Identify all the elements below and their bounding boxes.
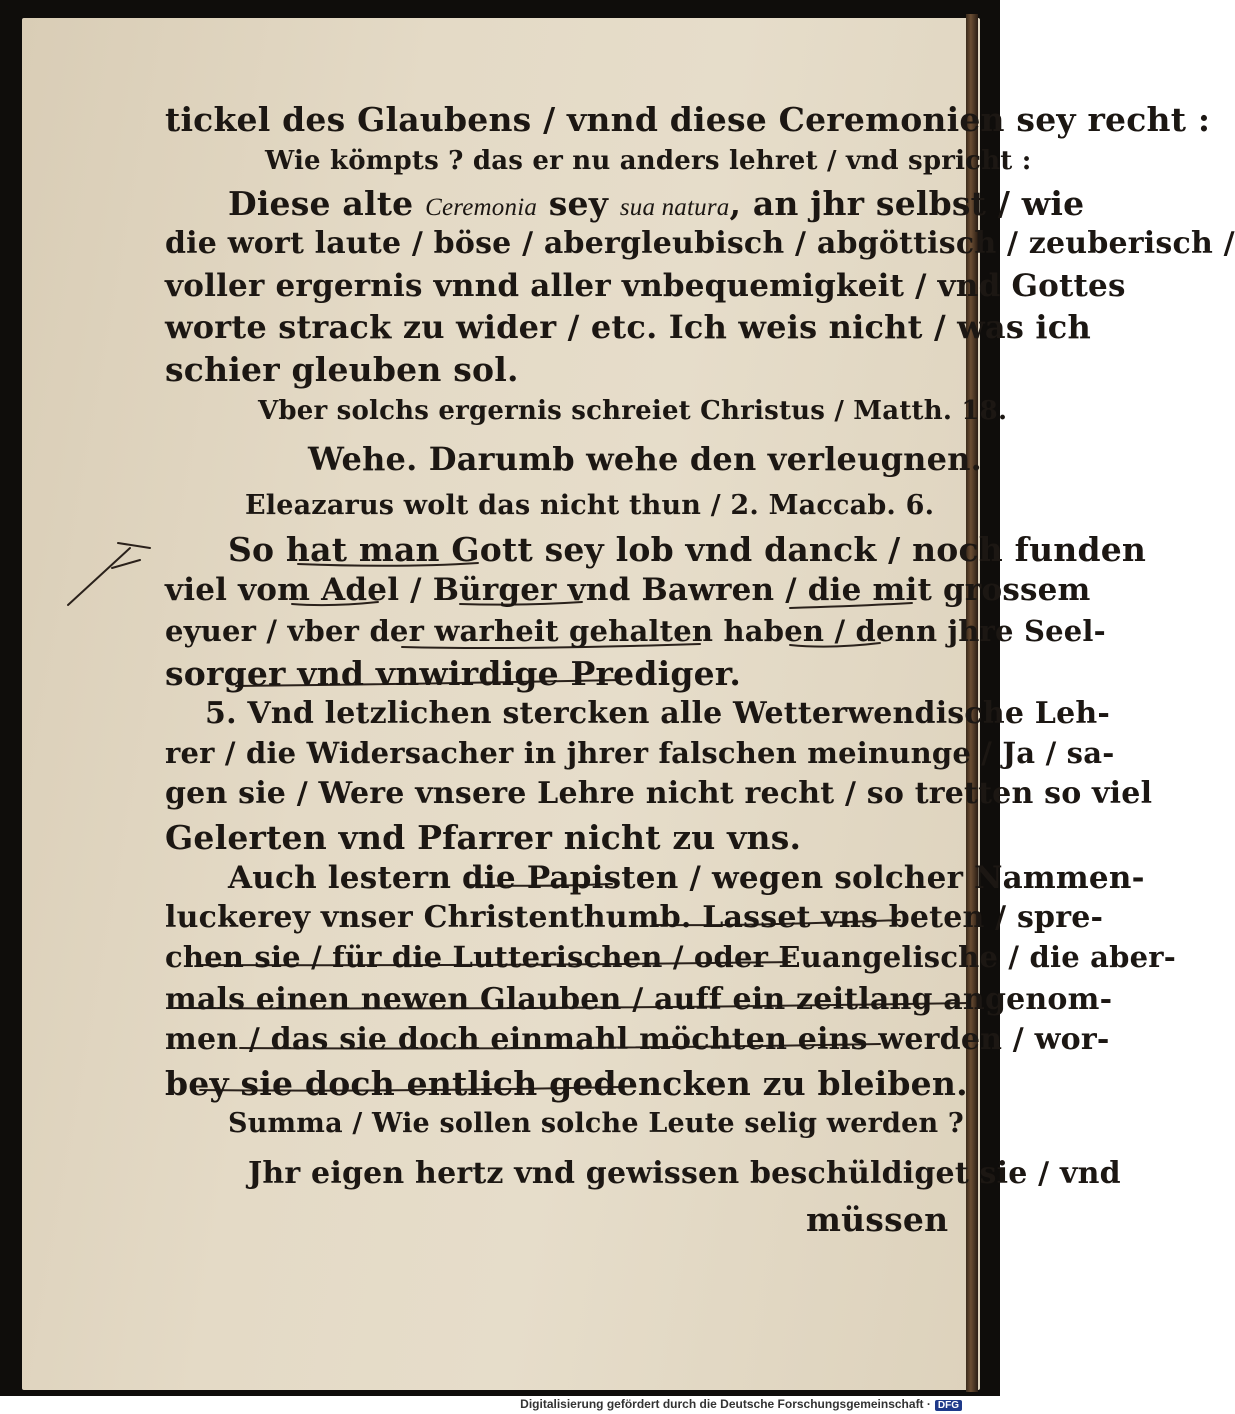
text-line-8: Vber solchs ergernis schreiet Christus / Matth. 18.	[258, 396, 1008, 426]
text-line-6: worte strack zu wider / etc. Ich weis nicht / was ich	[165, 308, 1091, 346]
margin-arrow-mark	[68, 543, 150, 605]
text-line-23: men / das sie doch einmahl möchten eins werden / wor-	[165, 1022, 1110, 1057]
text-line-4: die wort laute / böse / abergleubisch / abgöttisch / zeuberisch /	[165, 226, 1235, 261]
latin-word: Ceremonia	[425, 194, 538, 221]
text-line-14: sorger vnd vnwirdige Prediger.	[165, 654, 742, 693]
text-line-22: mals einen newen Glauben / auff ein zeitlang angenom-	[165, 982, 1113, 1017]
text-line-2: Wie kömpts ? das er nu anders lehret / vnd spricht :	[265, 146, 1032, 176]
text-span: sey	[548, 184, 609, 223]
digitization-footer	[520, 1397, 962, 1411]
text-line-13: eyuer / vber der warheit gehalten haben / denn jhre Seel-	[165, 614, 1106, 648]
latin-phrase: sua natura	[619, 194, 730, 221]
text-line-26: Jhr eigen hertz vnd gewissen beschüldiget sie / vnd	[248, 1156, 1121, 1191]
text-line-17: gen sie / Were vnsere Lehre nicht recht / so tretten so viel	[165, 776, 1153, 811]
text-line-7: schier gleuben sol.	[165, 350, 519, 389]
text-line-1: tickel des Glaubens / vnnd diese Ceremonien sey recht :	[165, 100, 1211, 139]
text-line-11: So hat man Gott sey lob vnd danck / noch funden	[228, 530, 1147, 569]
text-line-24: bey sie doch entlich gedencken zu bleiben.	[165, 1064, 968, 1103]
text-line-18: Gelerten vnd Pfarrer nicht zu vns.	[165, 818, 802, 857]
text-line-9: Wehe. Darumb wehe den verleugnen.	[308, 440, 982, 478]
text-span: Diese alte	[228, 184, 414, 223]
catchword: müssen	[806, 1200, 949, 1239]
text-line-16: rer / die Widersacher in jhrer falschen meinunge / Ja / sa-	[165, 736, 1115, 770]
footer-text: Digitalisierung gefördert durch die Deutsche Forschungsgemeinschaft ·	[520, 1397, 931, 1411]
text-line-15: 5. Vnd letzlichen stercken alle Wetterwendische Leh-	[205, 696, 1111, 731]
text-line-20: luckerey vnser Christenthumb. Lasset vns beten / spre-	[165, 900, 1104, 935]
text-line-10: Eleazarus wolt das nicht thun / 2. Maccab. 6.	[245, 490, 935, 521]
text-line-21: chen sie / für die Lutterischen / oder Euangelische / die aber-	[165, 940, 1176, 974]
dfg-logo: DFG	[935, 1400, 962, 1411]
text-line-3	[228, 184, 1084, 223]
text-line-25: Summa / Wie sollen solche Leute selig werden ?	[228, 1108, 964, 1139]
text-line-19: Auch lestern die Papisten / wegen solcher Nammen-	[228, 860, 1145, 896]
text-line-12: viel vom Adel / Bürger vnd Bawren / die mit grossem	[165, 572, 1091, 608]
text-line-5: voller ergernis vnnd aller vnbequemigkeit / vnd Gottes	[165, 268, 1126, 304]
text-span: , an jhr selbst / wie	[729, 184, 1085, 223]
